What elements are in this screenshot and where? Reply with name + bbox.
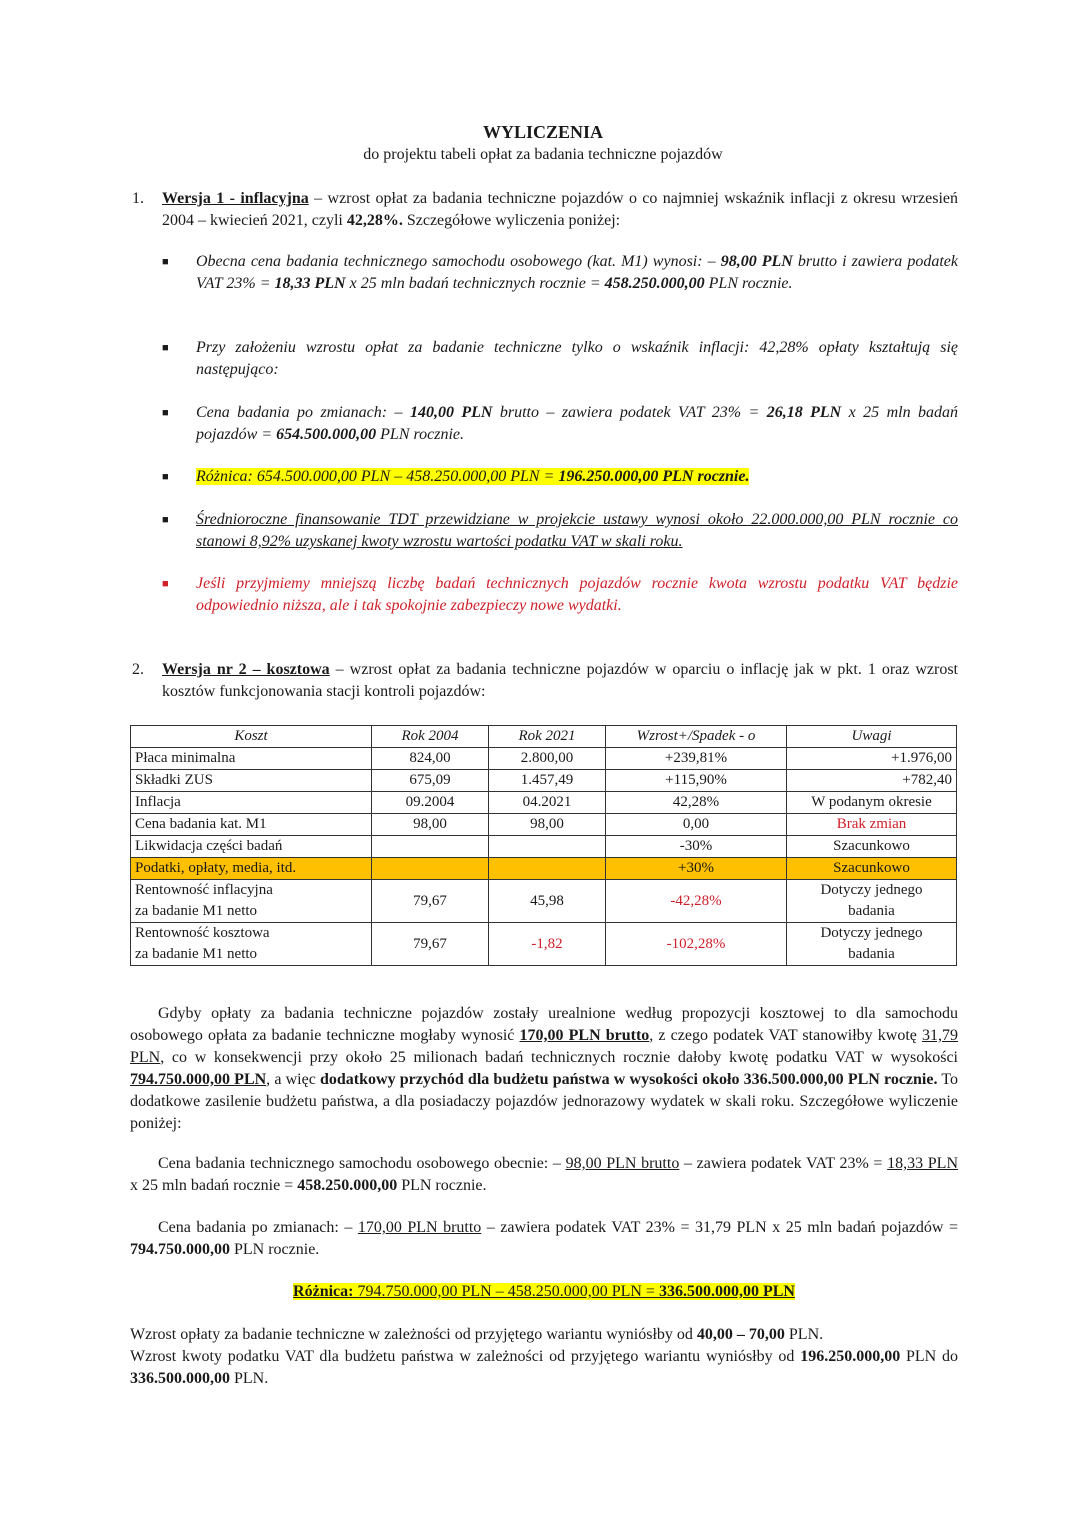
section-1-heading: Wersja 1 - inflacyjna	[162, 190, 309, 207]
bullet-icon: ■	[162, 407, 169, 419]
section-1-number: 1.	[132, 190, 144, 207]
difference-summary: Różnica: 794.750.000,00 PLN – 458.250.000,00 PLN = 336.500.000,00 PLN	[293, 1283, 795, 1300]
col-header: Koszt	[131, 726, 372, 748]
paragraph-new-price: Cena badania po zmianach: – 170,00 PLN brutto – zawiera podatek VAT 23% = 31,79 PLN x 25 mln badań pojazdów = 794.750.000,00 PLN rocznie.	[130, 1219, 959, 1258]
bullet-new-price: Cena badania po zmianach: – 140,00 PLN brutto – zawiera podatek VAT 23% = 26,18 PLN x 25 mln badań pojazdów = 654.500.000,00 PLN rocznie.	[196, 404, 958, 443]
inflation-rate: 42,28%.	[346, 212, 403, 229]
col-header: Uwagi	[787, 726, 957, 748]
table-row: Płaca minimalna 824,00 2.800,00 +239,81% +1.976,00	[131, 748, 957, 770]
section-2-intro: Wersja nr 2 – kosztowa – wzrost opłat za badania techniczne pojazdów w oparciu o inflację jak w pkt. 1 oraz wzrost kosztów funkcjonowania stacji kontroli pojazdów:	[162, 661, 958, 700]
paragraph-current-price: Cena badania technicznego samochodu osobowego obecnie: – 98,00 PLN brutto – zawiera podatek VAT 23% = 18,33 PLN x 25 mln badań rocznie = 458.250.000,00 PLN rocznie.	[130, 1155, 959, 1194]
table-row-highlighted: Podatki, opłaty, media, itd. +30% Szacunkowo	[131, 858, 957, 880]
bullet-difference: Różnica: 654.500.000,00 PLN – 458.250.000,00 PLN = 196.250.000,00 PLN rocznie.	[196, 468, 750, 485]
table-row: Rentowność inflacyjna za badanie M1 netto 79,67 45,98 -42,28% Dotyczy jednego badania	[131, 880, 957, 923]
table-row: Inflacja 09.2004 04.2021 42,28% W podanym okresie	[131, 792, 957, 814]
bullet-icon: ■	[162, 471, 169, 483]
summary-vat-increase: Wzrost kwoty podatku VAT dla budżetu państwa w zależności od przyjętego wariantu wyniósłby od 196.250.000,00 PLN do 336.500.000,00 PLN.	[130, 1348, 958, 1387]
bullet-current-price: Obecna cena badania technicznego samochodu osobowego (kat. M1) wynosi: – 98,00 PLN brutto i zawiera podatek VAT 23% = 18,33 PLN x 25 mln badań technicznych rocznie = 458.250.000,00 PLN rocznie.	[196, 253, 958, 292]
bullet-assumption: Przy założeniu wzrostu opłat za badanie techniczne tylko o wskaźnik inflacji: 42,28% opłaty kształtują się następująco:	[196, 339, 958, 378]
table-row: Rentowność kosztowa za badanie M1 netto 79,67 -1,82 -102,28% Dotyczy jednego badania	[131, 923, 957, 966]
bullet-icon: ■	[162, 342, 169, 354]
table-header-row	[131, 726, 957, 748]
bullet-note: Jeśli przyjmiemy mniejszą liczbę badań technicznych pojazdów rocznie kwota wzrostu podatku VAT będzie odpowiednio niższa, ale i tak spokojnie zabezpieczy nowe wydatki.	[196, 575, 958, 614]
cost-table	[130, 725, 957, 966]
page-title: WYLICZENIA	[482, 122, 604, 142]
table-row: Cena badania kat. M1 98,00 98,00 0,00 Brak zmian	[131, 814, 957, 836]
section-2-number: 2.	[132, 661, 144, 678]
page-subtitle: do projektu tabeli opłat za badania techniczne pojazdów	[363, 146, 723, 163]
paragraph-cost-proposal: Gdyby opłaty za badania techniczne pojazdów zostały urealnione według propozycji kosztowej to dla samochodu osobowego opłata za badanie techniczne mogłaby wynosić 170,00 PLN brutto, z czego podatek VAT stanowiłby kwotę 31,79 PLN, co w konsekwencji przy około 25 milionach badań technicznych rocznie dałoby kwotę podatku VAT w wysokości 794.750.000,00 PLN, a więc dodatkowy przychód dla budżetu państwa w wysokości około 336.500.000,00 PLN rocznie. To dodatkowe zasilenie budżetu państwa, a dla posiadaczy pojazdów jednorazowy wydatek w skali roku. Szczegółowe wyliczenie poniżej:	[130, 1005, 959, 1132]
section-1-text-a: – wzrost opłat za badania techniczne pojazdów o co najmniej wskaźnik inflacji z okresu wrzesień 2004 – kwiecień 2021, czyli	[162, 190, 958, 229]
col-header: Rok 2004	[372, 726, 489, 748]
section-1-text-b: Szczegółowe wyliczenia poniżej:	[402, 212, 621, 229]
section-1-intro	[162, 188, 958, 232]
table-row: Likwidacja części badań -30% Szacunkowo	[131, 836, 957, 858]
col-header: Wzrost+/Spadek - o	[606, 726, 787, 748]
bullet-tdt-financing: Średnioroczne finansowanie TDT przewidziane w projekcie ustawy wynosi około 22.000.000,00 PLN rocznie co stanowi 8,92% uzyskanej kwoty wzrostu wartości podatku VAT w skali roku.	[196, 511, 958, 550]
summary-fee-increase: Wzrost opłaty za badanie techniczne w zależności od przyjętego wariantu wyniósłby od 40,00 – 70,00 PLN.	[130, 1326, 824, 1343]
bullet-icon: ■	[162, 578, 169, 590]
bullet-icon: ■	[162, 514, 169, 526]
col-header: Rok 2021	[489, 726, 606, 748]
section-2-heading: Wersja nr 2 – kosztowa	[162, 661, 330, 678]
table-row: Składki ZUS 675,09 1.457,49 +115,90% +782,40	[131, 770, 957, 792]
bullet-icon: ■	[162, 256, 169, 268]
